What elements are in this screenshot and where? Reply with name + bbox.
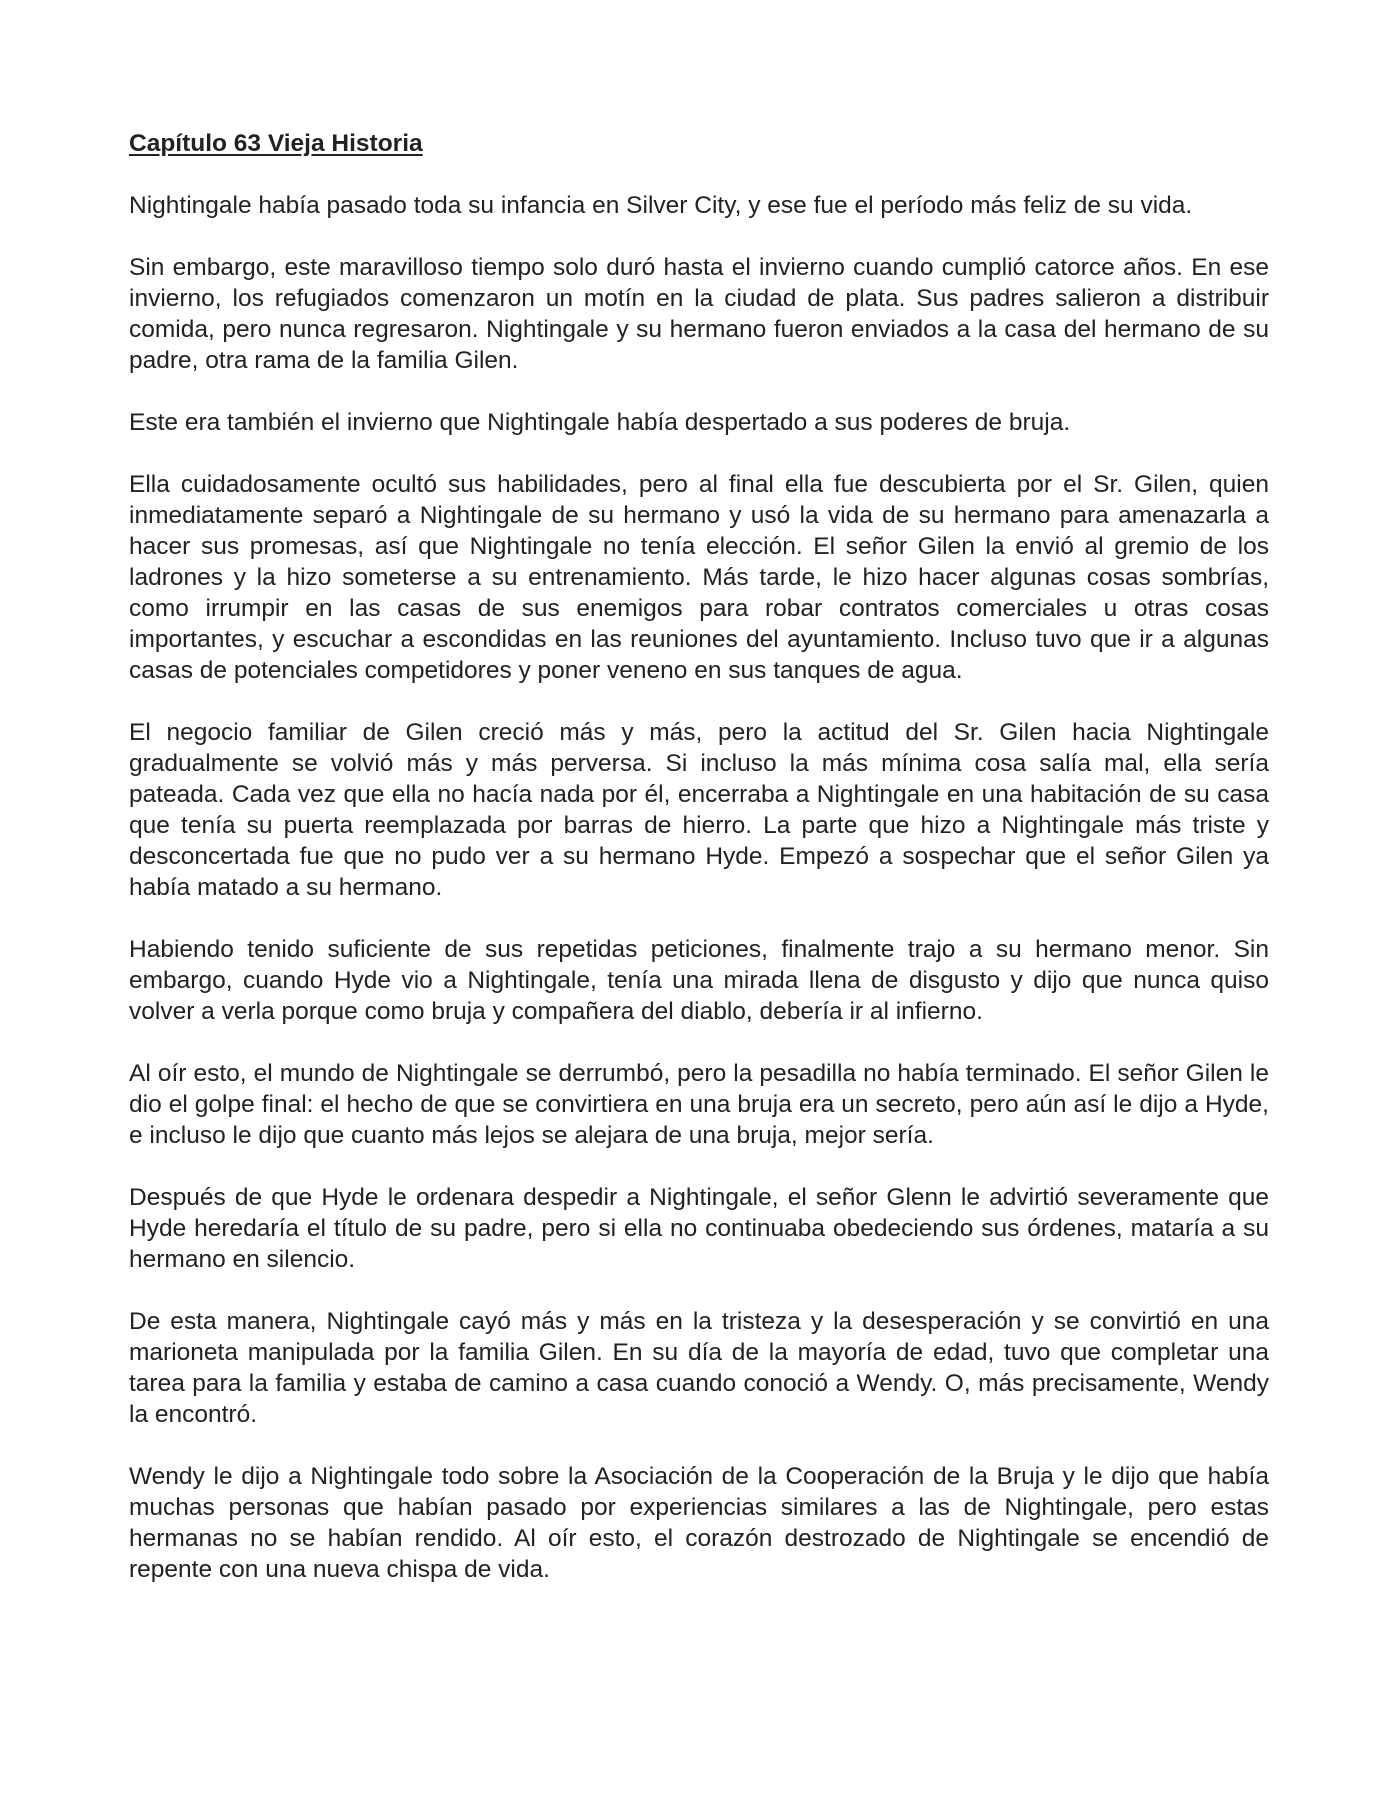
paragraph: Wendy le dijo a Nightingale todo sobre la Asociación de la Cooperación de la Bruja y le dijo que había muchas personas que habían pasado por experiencias similares a las de Nightingale, pero estas hermanas no se habían rendido. Al oír esto, el corazón destrozado de Nightingale se encendió de repente con una nueva chispa de vida. [129,1463,1269,1583]
paragraph: De esta manera, Nightingale cayó más y más en la tristeza y la desesperación y se convirtió en una marioneta manipulada por la familia Gilen. En su día de la mayoría de edad, tuvo que completar una tarea para la familia y estaba de camino a casa cuando conoció a Wendy. O, más precisamente, Wendy la encontró. [129,1308,1269,1428]
paragraph: El negocio familiar de Gilen creció más y más, pero la actitud del Sr. Gilen hacia Nightingale gradualmente se volvió más y más perversa. Si incluso la más mínima cosa salía mal, ella sería pateada. Cada vez que ella no hacía nada por él, encerraba a Nightingale en una habitación de su casa que tenía su puerta reemplazada por barras de hierro. La parte que hizo a Nightingale más triste y desconcertada fue que no pudo ver a su hermano Hyde. Empezó a sospechar que el señor Gilen ya había matado a su hermano. [129,719,1269,901]
paragraph: Ella cuidadosamente ocultó sus habilidades, pero al final ella fue descubierta por el Sr. Gilen, quien inmediatamente separó a Nightingale de su hermano y usó la vida de su hermano para amenazarla a hacer sus promesas, así que Nightingale no tenía elección. El señor Gilen la envió al gremio de los ladrones y la hizo someterse a su entrenamiento. Más tarde, le hizo hacer algunas cosas sombrías, como irrumpir en las casas de sus enemigos para robar contratos comerciales u otras cosas importantes, y escuchar a escondidas en las reuniones del ayuntamiento. Incluso tuvo que ir a algunas casas de potenciales competidores y poner veneno en sus tanques de agua. [129,471,1269,684]
paragraph: Nightingale había pasado toda su infancia en Silver City, y ese fue el período más feliz de su vida. [129,192,1193,219]
paragraph: Después de que Hyde le ordenara despedir a Nightingale, el señor Glenn le advirtió severamente que Hyde heredaría el título de su padre, pero si ella no continuaba obedeciendo sus órdenes, mataría a su hermano en silencio. [129,1184,1269,1273]
paragraph: Este era también el invierno que Nightingale había despertado a sus poderes de bruja. [129,409,1071,436]
chapter-title: Capítulo 63 Vieja Historia [129,130,423,157]
document-body [129,128,1269,1585]
paragraph: Habiendo tenido suficiente de sus repetidas peticiones, finalmente trajo a su hermano menor. Sin embargo, cuando Hyde vio a Nightingale, tenía una mirada llena de disgusto y dijo que nunca quiso volver a verla porque como bruja y compañera del diablo, debería ir al infierno. [129,936,1269,1025]
paragraph: Sin embargo, este maravilloso tiempo solo duró hasta el invierno cuando cumplió catorce años. En ese invierno, los refugiados comenzaron un motín en la ciudad de plata. Sus padres salieron a distribuir comida, pero nunca regresaron. Nightingale y su hermano fueron enviados a la casa del hermano de su padre, otra rama de la familia Gilen. [129,254,1269,374]
paragraph: Al oír esto, el mundo de Nightingale se derrumbó, pero la pesadilla no había terminado. El señor Gilen le dio el golpe final: el hecho de que se convirtiera en una bruja era un secreto, pero aún así le dijo a Hyde, e incluso le dijo que cuanto más lejos se alejara de una bruja, mejor sería. [129,1060,1269,1149]
